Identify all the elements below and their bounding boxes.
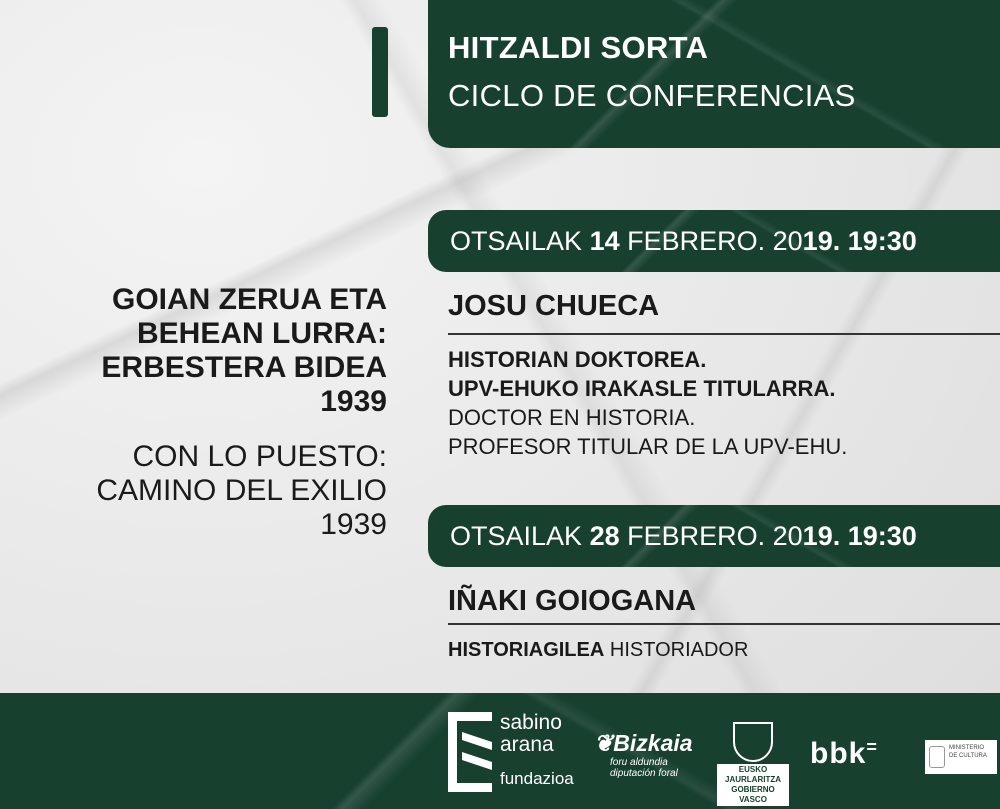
title-es-line: CON LO PUESTO: (132, 440, 387, 473)
description-line: UPV-EHUKO IRAKASLE TITULARRA. (448, 376, 836, 401)
title-eu-line: ERBESTERA BIDEA (101, 351, 387, 384)
date-prefix: OTSAILAK (450, 521, 590, 551)
date-time: 19. 19:30 (802, 226, 917, 256)
accent-bar (372, 27, 388, 117)
title-eu-line: BEHEAN LURRA: (137, 317, 387, 350)
bbk-logo (810, 737, 878, 771)
series-title-eu: HITZALDI SORTA (448, 30, 709, 65)
gobierno-vasco-logo (717, 722, 789, 806)
title-es-line: CAMINO DEL EXILIO (96, 474, 387, 507)
sabino-arana-icon (448, 712, 492, 792)
bbk-text: bbk (810, 737, 867, 770)
date-day: 14 (589, 226, 620, 256)
date-month: FEBRERO. 20 (619, 226, 803, 256)
title-es-line: 1939 (320, 508, 387, 541)
sabino-text: arana (500, 733, 554, 756)
crown-seal-icon (929, 746, 945, 768)
bizkaia-sub: foru aldundia (610, 757, 668, 768)
gobierno-text: GOBIERNO VASCO (731, 785, 775, 804)
lecture-title-eu (101, 283, 387, 419)
title-eu-line: 1939 (320, 385, 387, 418)
date-day: 28 (589, 521, 620, 551)
description-line: HISTORIAN DOKTOREA. (448, 347, 707, 372)
speaker-description (448, 345, 847, 461)
speaker-name: JOSU CHUECA (448, 290, 660, 322)
oak-leaf-icon: ❦ (594, 730, 614, 756)
description-regular: HISTORIADOR (604, 639, 749, 661)
description-bold: HISTORIAGILEA (448, 639, 605, 661)
event-date-bar (428, 210, 1000, 272)
sabino-arana-logo (448, 712, 574, 792)
bizkaia-name: Bizkaia (613, 730, 693, 756)
speaker-description (448, 636, 748, 665)
sabino-text: fundazioa (500, 769, 574, 788)
ministry-text: MINISTERIO (949, 745, 985, 751)
header-panel (428, 0, 1000, 148)
series-title-es: CICLO DE CONFERENCIAS (448, 78, 856, 113)
divider (448, 333, 1000, 335)
ministerio-cultura-logo (925, 740, 997, 774)
coat-of-arms-icon (733, 722, 773, 762)
event-date-bar (428, 505, 1000, 567)
lecture-title-es (96, 440, 387, 542)
gobierno-text: EUSKO JAURLARITZA (725, 765, 781, 784)
speaker-name: IÑAKI GOIOGANA (448, 585, 697, 617)
divider (448, 623, 1000, 625)
date-prefix: OTSAILAK (450, 226, 590, 256)
date-time: 19. 19:30 (802, 521, 917, 551)
bizkaia-sub: diputación foral (610, 768, 678, 779)
description-line: PROFESOR TITULAR DE LA UPV-EHU. (448, 434, 848, 459)
date-month: FEBRERO. 20 (619, 521, 803, 551)
title-eu-line: GOIAN ZERUA ETA (112, 283, 387, 316)
bizkaia-logo (594, 730, 693, 779)
sabino-text: sabino (500, 711, 562, 734)
bbk-mark-icon: = (866, 737, 878, 757)
description-line: DOCTOR EN HISTORIA. (448, 405, 696, 430)
ministry-text: DE CULTURA (949, 753, 987, 759)
